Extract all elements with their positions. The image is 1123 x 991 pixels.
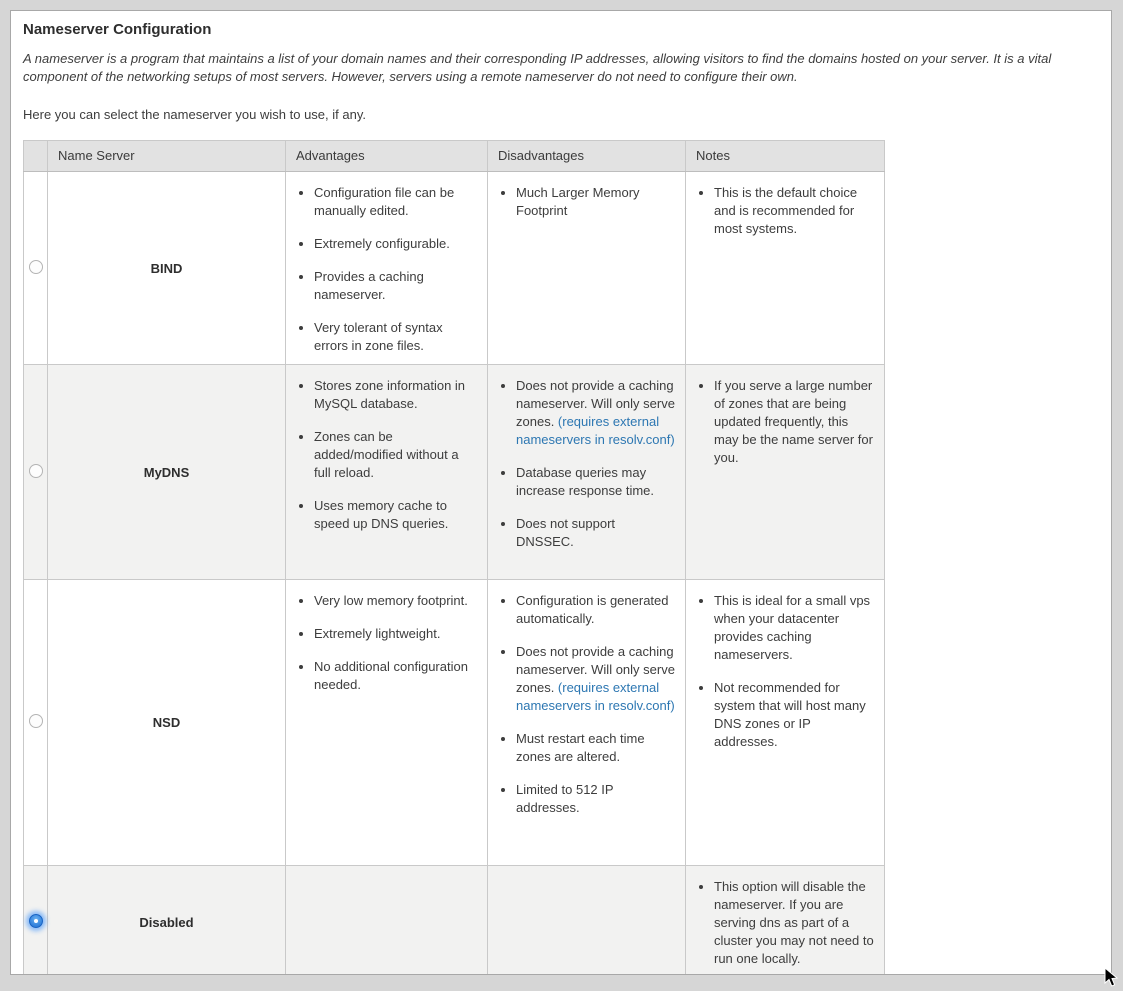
disadvantages-list xyxy=(500,592,675,816)
bullet-item: • Extremely lightweight. xyxy=(314,625,477,643)
resolv-conf-link[interactable]: (requires external nameservers in resolv.conf) xyxy=(516,680,675,714)
bullet-item: • Limited to 512 IP addresses. xyxy=(516,781,675,817)
bullet-item: • Must restart each time zones are altered. xyxy=(516,730,675,766)
bullet-item: • Does not provide a caching nameserver. Will only serve zones. (requires external nameservers in resolv.conf) xyxy=(516,643,675,715)
mydns-disadvantages-cell xyxy=(488,365,686,580)
bullet-item: • Not recommended for system that will host many DNS zones or IP addresses. xyxy=(714,679,874,751)
bullet-item: • Stores zone information in MySQL database. xyxy=(314,377,477,413)
bullet-item: • This option will disable the nameserver. If you are serving dns as part of a cluster you may not need to run one locally. xyxy=(714,878,874,968)
resolv-conf-link[interactable]: (requires external nameservers in resolv.conf) xyxy=(516,414,675,448)
disadvantages-list xyxy=(500,184,675,220)
bullet-item: • Does not support DNSSEC. xyxy=(516,515,675,551)
bullet-item: • Zones can be added/modified without a full reload. xyxy=(314,428,477,482)
column-header-notes: Notes xyxy=(686,140,885,171)
table-row-disabled xyxy=(24,866,885,975)
content-panel xyxy=(10,10,1112,975)
bullet-item: • This is the default choice and is recommended for most systems. xyxy=(714,184,874,238)
page-description: A nameserver is a program that maintains a list of your domain names and their corresponding IP addresses, allowing visitors to find the domains hosted on your server. It is a vital component of the networking setups of most servers. However, servers using a remote nameserver do not need to configure their own. xyxy=(23,51,1052,85)
page-instruction: Here you can select the nameserver you wish to use, if any. xyxy=(23,106,366,122)
table-row-bind xyxy=(24,171,885,365)
radio-cell-mydns xyxy=(24,365,48,580)
bullet-item: • Provides a caching nameserver. xyxy=(314,268,477,304)
column-header-disadvantages: Disadvantages xyxy=(488,140,686,171)
column-header-advantages: Advantages xyxy=(286,140,488,171)
radio-cell-disabled xyxy=(24,866,48,975)
nameserver-name-bind: BIND xyxy=(48,171,286,365)
nsd-notes-cell xyxy=(686,580,885,866)
nsd-disadvantages-cell xyxy=(488,580,686,866)
mydns-advantages-cell xyxy=(286,365,488,580)
nameserver-table xyxy=(23,140,885,975)
bullet-item: • Does not provide a caching nameserver. Will only serve zones. (requires external nameservers in resolv.conf) xyxy=(516,377,675,449)
table-row-mydns xyxy=(24,365,885,580)
disabled-notes-cell xyxy=(686,866,885,975)
advantages-list xyxy=(298,377,477,533)
bullet-item: • Configuration file can be manually edited. xyxy=(314,184,477,220)
column-header-name-server: Name Server xyxy=(48,140,286,171)
bind-advantages-cell xyxy=(286,171,488,365)
page-title: Nameserver Configuration xyxy=(23,21,212,38)
bind-disadvantages-cell xyxy=(488,171,686,365)
advantages-list xyxy=(298,184,477,355)
bullet-item: • Extremely configurable. xyxy=(314,235,477,253)
mydns-notes-cell xyxy=(686,365,885,580)
radio-cell-bind xyxy=(24,171,48,365)
bullet-item: • Configuration is generated automatically. xyxy=(516,592,675,628)
disabled-disadvantages-cell xyxy=(488,866,686,975)
notes-list xyxy=(698,592,874,751)
disadvantages-list xyxy=(500,377,675,551)
notes-list xyxy=(698,184,874,238)
bullet-item: • Very low memory footprint. xyxy=(314,592,477,610)
nameserver-name-mydns: MyDNS xyxy=(48,365,286,580)
column-header-radio xyxy=(24,140,48,171)
table-header-row xyxy=(24,140,885,171)
bullet-item: • If you serve a large number of zones that are being updated frequently, this may be the name server for you. xyxy=(714,377,874,467)
bullet-item: • Uses memory cache to speed up DNS queries. xyxy=(314,497,477,533)
radio-button-disabled-selected[interactable] xyxy=(29,914,43,928)
table-row-nsd xyxy=(24,580,885,866)
radio-cell-nsd xyxy=(24,580,48,866)
bullet-item: • No additional configuration needed. xyxy=(314,658,477,694)
nameserver-name-disabled: Disabled xyxy=(48,866,286,975)
nsd-advantages-cell xyxy=(286,580,488,866)
notes-list xyxy=(698,878,874,968)
nameserver-table-body xyxy=(24,171,885,975)
bullet-item: • Very tolerant of syntax errors in zone files. xyxy=(314,319,477,355)
bullet-item: • Much Larger Memory Footprint xyxy=(516,184,675,220)
nameserver-name-nsd: NSD xyxy=(48,580,286,866)
bullet-item: • Database queries may increase response time. xyxy=(516,464,675,500)
notes-list xyxy=(698,377,874,467)
bind-notes-cell xyxy=(686,171,885,365)
advantages-list xyxy=(298,592,477,694)
radio-button-nsd[interactable] xyxy=(29,714,43,728)
disabled-advantages-cell xyxy=(286,866,488,975)
radio-button-mydns[interactable] xyxy=(29,464,43,478)
radio-button-bind[interactable] xyxy=(29,260,43,274)
bullet-item: • This is ideal for a small vps when your datacenter provides caching nameservers. xyxy=(714,592,874,664)
